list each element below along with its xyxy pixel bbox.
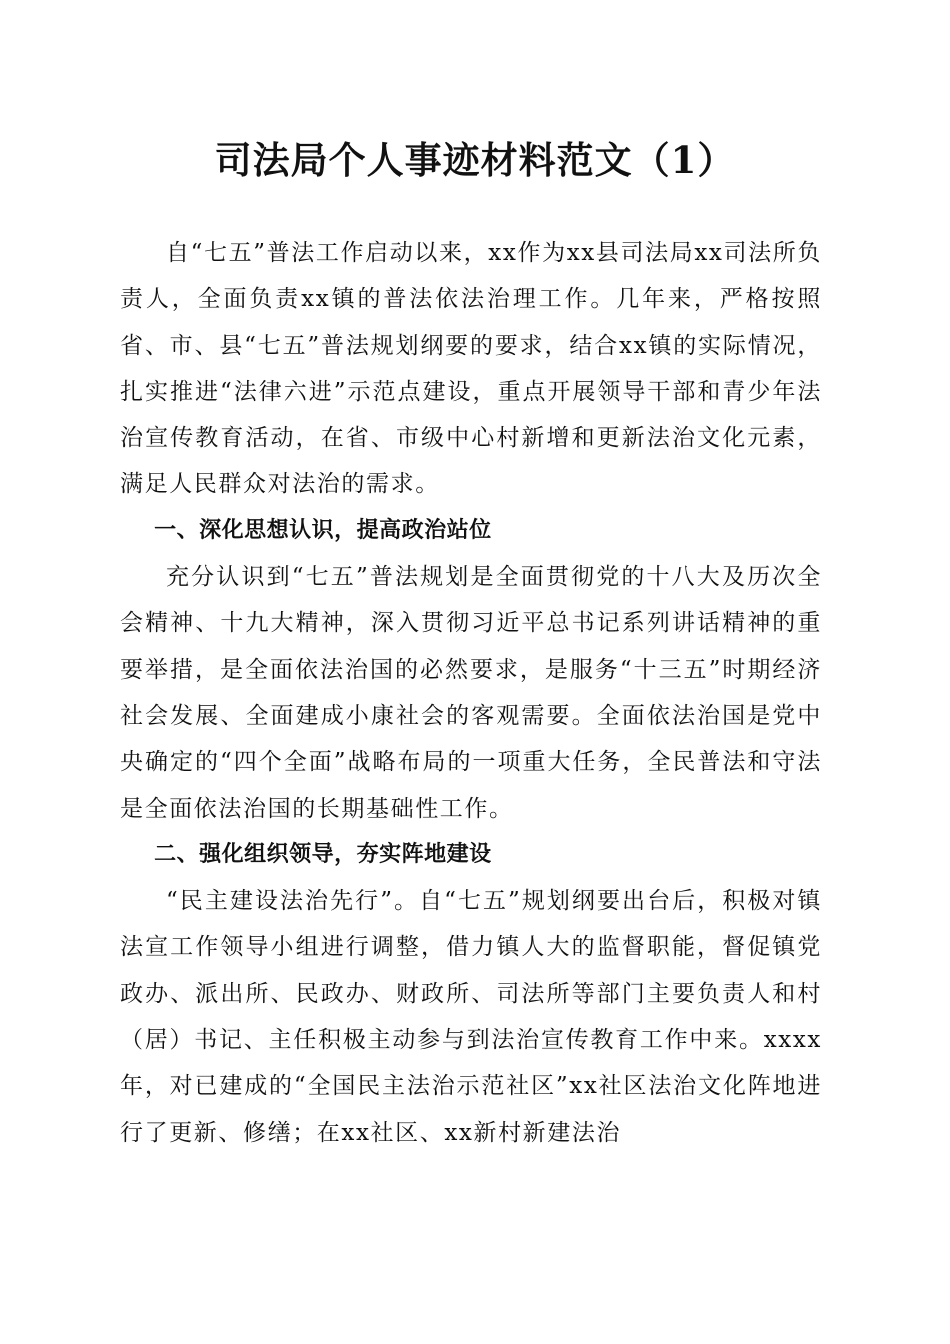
section-paragraph-1: 充分认识到“七五”普法规划是全面贯彻党的十八大及历次全会精神、十九大精神，深入贯彻习近平总书记系列讲话精神的重要举措，是全面依法治国的必然要求，是服务“十三五”时期经济社会发展、全面建成小康社会的客观需要。全面依法治国是党中央确定的“四个全面”战略布局的一项重大任务，全民普法和守法是全面依法治国的长期基础性工作。 xyxy=(120,564,822,822)
document-title: 司法局个人事迹材料范文（1） xyxy=(214,138,736,182)
section-paragraph-2: “民主建设法治先行”。自“七五”规划纲要出台后，积极对镇法宣工作领导小组进行调整，借力镇人大的监督职能，督促镇党政办、派出所、民政办、财政所、司法所等部门主要负责人和村（居）书记、主任积极主动参与到法治宣传教育工作中来。xxxx年，对已建成的“全国民主法治示范社区”xx社区法治文化阵地进行了更新、修缮；在xx社区、xx新村新建法治 xyxy=(120,888,822,1146)
intro-paragraph: 自“七五”普法工作启动以来，xx作为xx县司法局xx司法所负责人，全面负责xx镇的普法依法治理工作。几年来，严格按照省、市、县“七五”普法规划纲要的要求，结合xx镇的实际情况，扎实推进“法律六进”示范点建设，重点开展领导干部和青少年法治宣传教育活动，在省、市级中心村新增和更新法治文化元素，满足人民群众对法治的需求。 xyxy=(120,240,822,498)
document-body xyxy=(120,230,822,1156)
section-heading-1: 一、深化思想认识，提高政治站位 xyxy=(154,517,492,543)
section-heading-2: 二、强化组织领导，夯实阵地建设 xyxy=(154,841,492,867)
